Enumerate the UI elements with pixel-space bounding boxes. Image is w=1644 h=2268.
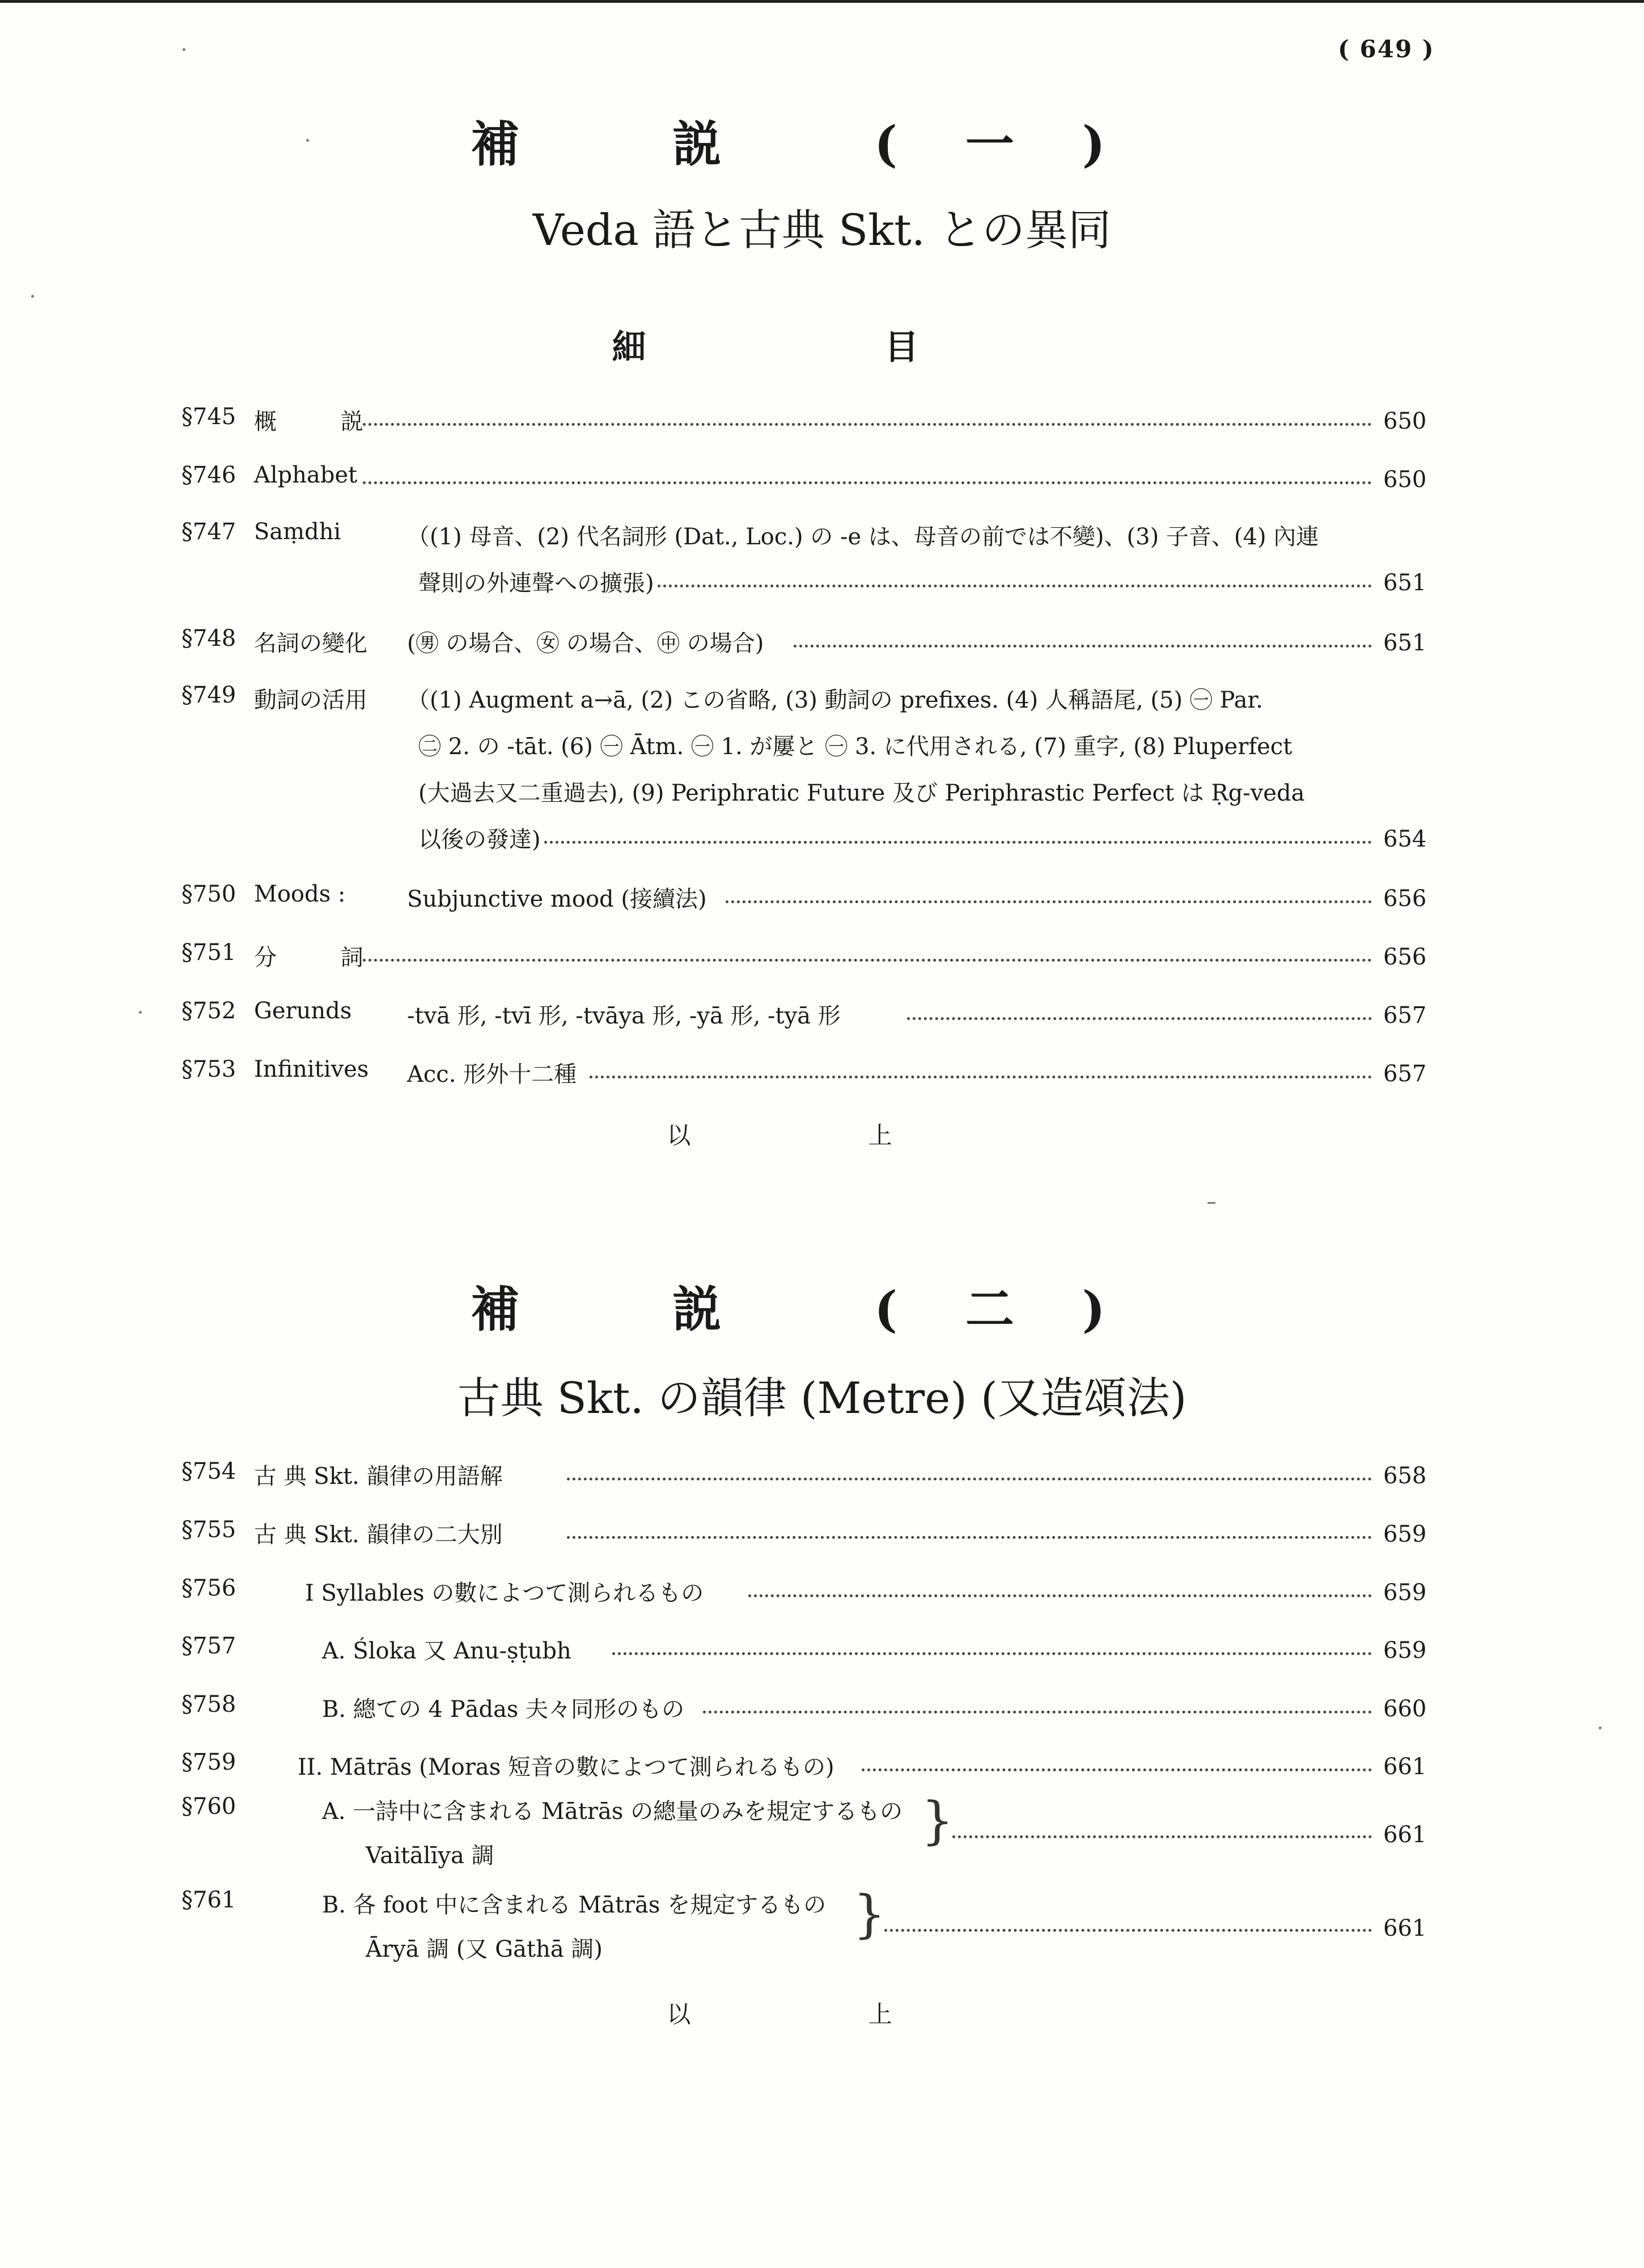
entry-detail-line: Subjunctive mood (接續法)	[407, 886, 707, 912]
dot-leader	[567, 1536, 1372, 1539]
toc-entry-746	[0, 462, 1644, 494]
section-number: §759	[181, 1749, 236, 1775]
toc-entry-759	[0, 1749, 1644, 1781]
page-ref: 651	[1383, 570, 1427, 596]
entry-label: Infinitives	[254, 1056, 369, 1082]
page-ref: 650	[1383, 467, 1427, 493]
page-ref: 656	[1383, 944, 1427, 970]
part2-heading: 補 説 (二)	[471, 1281, 1173, 1338]
entry-label: A. Śloka 又 Anu-ṣṭubh	[322, 1638, 571, 1664]
toc-entry-760	[0, 1793, 1644, 1878]
page-ref: 659	[1383, 1521, 1427, 1547]
dot-leader	[612, 1652, 1372, 1655]
contents-heading: 細 目	[612, 328, 1032, 367]
page-ref: 651	[1383, 630, 1427, 656]
entry-detail-line: 以後の發達)	[418, 827, 541, 853]
right-brace-icon: }	[921, 1791, 954, 1851]
dot-leader	[907, 1017, 1372, 1020]
entry-detail-line: (大過去又二重過去), (9) Periphratic Future 及び Periphrastic Perfect は Ṛg-veda	[418, 780, 1305, 806]
entry-detail-line: 聲則の外連聲への擴張)	[418, 570, 654, 596]
scan-speck	[1599, 1727, 1601, 1729]
dot-leader	[544, 841, 1372, 844]
entry-detail-line: （(1) Augment a→ā, (2) この省略, (3) 動詞の prefixes. (4) 人稱語尾, (5) ㊀ Par.	[407, 687, 1263, 713]
toc-entry-754	[0, 1458, 1644, 1490]
entry-label: B. 總ての 4 Pādas 夫々同形のもの	[322, 1696, 685, 1723]
entry-label-line2: Āryā 調 (又 Gāthā 調)	[366, 1936, 603, 1962]
dot-leader	[363, 481, 1372, 484]
page-ref: 660	[1383, 1696, 1427, 1722]
entry-label: B. 各 foot 中に含まれる Mātrās を規定するもの	[322, 1892, 827, 1918]
section-number: §757	[181, 1633, 236, 1659]
end-mark: 以 上	[667, 2000, 977, 2028]
entry-label: 名詞の變化	[254, 631, 367, 657]
page-ref: 658	[1383, 1463, 1427, 1489]
scan-speck	[183, 48, 185, 51]
page-ref: 656	[1383, 886, 1427, 912]
toc-entry-747	[0, 519, 1644, 604]
section-number: §754	[181, 1458, 236, 1484]
dot-leader	[703, 1711, 1372, 1713]
entry-label: II. Mātrās (Moras 短音の數によつて測られるもの)	[298, 1754, 834, 1780]
entry-label-line2: Vaitālīya 調	[366, 1843, 494, 1869]
toc-entry-749	[0, 682, 1644, 864]
entry-detail-line: (㊚ の場合、㊛ の場合、㊥ の場合)	[407, 631, 764, 657]
dot-leader	[363, 959, 1372, 962]
toc-entry-756	[0, 1575, 1644, 1607]
page-ref: 657	[1383, 1002, 1427, 1029]
section-number: §748	[181, 625, 236, 651]
dot-leader	[363, 423, 1372, 426]
page-ref: 657	[1383, 1061, 1427, 1087]
entry-label: 動詞の活用	[254, 687, 367, 713]
entry-label: Gerunds	[254, 998, 352, 1024]
scan-speck	[139, 1011, 142, 1014]
scan-speck	[31, 295, 34, 298]
page-ref: 661	[1383, 1822, 1427, 1848]
dot-leader	[726, 900, 1372, 903]
entry-label: A. 一詩中に含まれる Mātrās の總量のみを規定するもの	[322, 1799, 903, 1825]
entry-detail-line: Acc. 形外十二種	[407, 1061, 577, 1088]
toc-entry-755	[0, 1517, 1644, 1548]
toc-entry-750	[0, 881, 1644, 913]
section-number: §761	[181, 1887, 236, 1913]
entry-detail-line: （(1) 母音、(2) 代名詞形 (Dat., Loc.) の -e は、母音の前では不變)、(3) 子音、(4) 內連	[407, 524, 1319, 550]
entry-detail-line: ㊁ 2. の -tāt. (6) ㊀ Ātm. ㊀ 1. が屢と ㊀ 3. に代用される, (7) 重字, (8) Pluperfect	[418, 734, 1293, 760]
toc-entry-758	[0, 1691, 1644, 1723]
dot-leader	[658, 585, 1372, 587]
section-number: §758	[181, 1691, 236, 1717]
dot-leader	[952, 1835, 1372, 1838]
toc-entry-761	[0, 1887, 1644, 1972]
page-ref: 650	[1383, 408, 1427, 434]
entry-label: Moods :	[254, 881, 346, 907]
toc-entry-751	[0, 940, 1644, 971]
toc-entry-757	[0, 1633, 1644, 1665]
section-number: §756	[181, 1575, 236, 1601]
dot-leader	[794, 645, 1372, 648]
section-number: §751	[181, 940, 236, 966]
toc-entry-752	[0, 998, 1644, 1030]
section-number: §746	[181, 462, 236, 488]
dot-leader	[590, 1076, 1372, 1078]
toc-entry-753	[0, 1056, 1644, 1088]
section-number: §752	[181, 998, 236, 1024]
dot-leader	[884, 1929, 1372, 1932]
section-number: §745	[181, 404, 236, 430]
entry-detail-line: -tvā 形, -tvī 形, -tvāya 形, -yā 形, -tyā 形	[407, 1003, 841, 1029]
section-number: §749	[181, 682, 236, 708]
entry-label: Alphabet	[254, 462, 358, 488]
entry-label: Saṃdhi	[254, 519, 341, 545]
section-number: §753	[181, 1056, 236, 1082]
entry-label: I Syllables の數によつて測られるもの	[305, 1580, 704, 1606]
section-number: §760	[181, 1793, 236, 1820]
page-ref: 659	[1383, 1637, 1427, 1664]
dot-leader	[748, 1594, 1372, 1597]
section-number: §750	[181, 881, 236, 907]
page-top-rule	[0, 0, 1644, 3]
right-brace-icon: }	[853, 1885, 886, 1944]
toc-entry-748	[0, 625, 1644, 657]
page-ref: 654	[1383, 826, 1427, 852]
entry-label: 概 説	[254, 409, 392, 435]
entry-label: 古 典 Skt. 韻律の用語解	[254, 1463, 503, 1490]
page-ref: 661	[1383, 1754, 1427, 1780]
part1-subtitle: Veda 語と古典 Skt. との異同	[532, 205, 1112, 255]
section-number: §755	[181, 1517, 236, 1543]
page-number: ( 649 )	[1338, 35, 1435, 63]
page-ref: 659	[1383, 1580, 1427, 1606]
part1-heading: 補 説 (一)	[471, 116, 1173, 173]
entry-label: 古 典 Skt. 韻律の二大別	[254, 1522, 503, 1548]
dot-leader	[862, 1768, 1372, 1771]
dot-leader	[567, 1478, 1372, 1480]
entry-label: 分 詞	[254, 945, 392, 971]
section-number: §747	[181, 519, 236, 545]
scan-speck	[306, 139, 309, 142]
part2-subtitle: 古典 Skt. の韻律 (Metre) (又造頌法)	[457, 1373, 1187, 1423]
toc-entry-745	[0, 404, 1644, 435]
scan-speck	[1207, 1202, 1215, 1204]
end-mark: 以 上	[667, 1122, 977, 1149]
page-ref: 661	[1383, 1915, 1427, 1941]
